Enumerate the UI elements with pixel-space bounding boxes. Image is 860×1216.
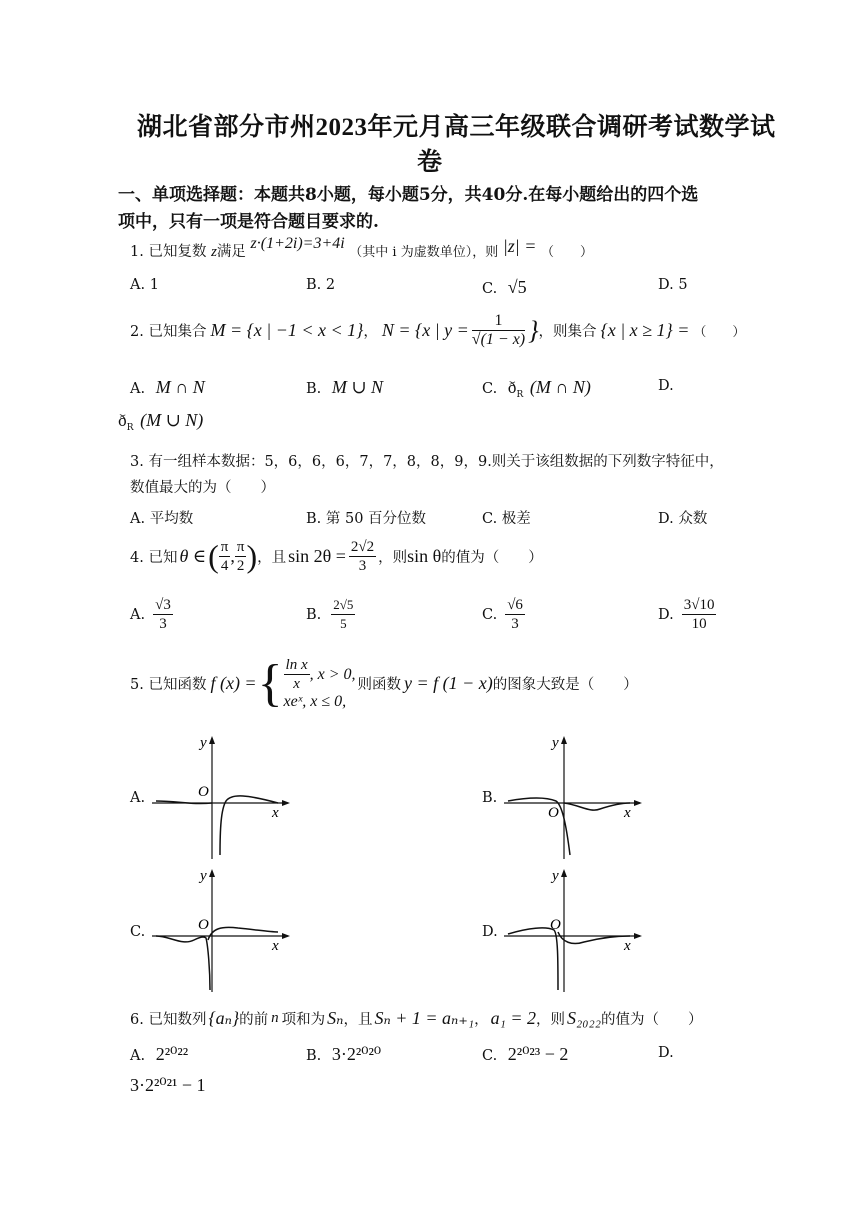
q4-option-a[interactable] [130,596,173,633]
question-5 [130,656,638,711]
question-4 [130,538,543,575]
q1-option-b[interactable]: B. 2 [306,277,336,293]
question-6 [130,1008,703,1029]
q6-sep: ， [474,1012,489,1028]
q4-tail2: 的值为（ ） [441,550,543,566]
graph-b-y-label: y [552,735,559,751]
q4-option-c[interactable] [482,596,525,633]
q6-s2022: S₂₀₂₂ [567,1008,602,1028]
q4-option-c-num: √6 [507,597,523,613]
q5-case2: xeˣ, x ≤ 0, [283,693,347,710]
q5-fx: f (x) = [210,673,257,693]
q6-option-b[interactable] [306,1044,381,1065]
q2-option-c-set: M ∩ N [535,377,585,397]
q6-mid3: ，且 [343,1012,373,1028]
graph-a-x-label: x [272,805,279,821]
q1-expr: z·(1+2i)=3+4i [250,235,345,252]
question-3-line1: 3. 有一组样本数据：5，6，6，6，7，7，8，8，9，9.则关于该组数据的下列数字特征中， [130,454,724,470]
q6-prefix: 6. 已知数列 [130,1012,207,1028]
q2-option-a-math: M ∩ N [155,377,205,397]
q2-option-d-content [118,410,203,433]
q5-case1-cond: , x > 0, [309,665,356,683]
q4-interval-left [219,538,231,575]
q4-int-den2: 2 [236,558,245,574]
q2-set-m: M = {x | −1 < x < 1} [210,320,364,340]
q1-prefix: 1. 已知复数 [130,244,207,260]
q4-option-d[interactable] [658,596,716,633]
graph-d-curve-right [558,932,630,944]
q6-n: n [271,1010,279,1026]
q5-tail2: 的图象大致是（ ） [492,677,638,693]
q4-int-num2: π [236,539,245,555]
graph-c[interactable] [148,866,298,996]
q5-y-expr: y = f (1 − x) [404,673,493,693]
q2-option-a[interactable] [130,377,205,398]
q2-option-d-complement: ð [118,414,127,430]
q4-option-c-frac [505,596,525,633]
q5-case1-frac [284,656,310,693]
q5-option-a[interactable]: A. [130,790,146,806]
q4-option-b-label: B. [306,606,322,623]
q2-prefix: 2. 已知集合 [130,324,207,340]
q1-abs: |z| = [502,236,537,256]
q6-option-c-label: C. [482,1048,498,1064]
q3-option-b[interactable]: B. 第 50 百分位数 [306,511,427,527]
section-heading-line1: 一、单项选择题：本题共8小题，每小题5分，共40分.在每小题给出的四个选 [118,185,699,205]
graph-d-origin: O [550,917,561,933]
q4-option-b-num: 2√5 [331,596,355,615]
q6-option-c-math: 2²⁰²³ − 2 [507,1044,569,1064]
q1-var: z [211,244,217,260]
graph-b[interactable] [500,733,650,863]
q6-option-c[interactable] [482,1044,568,1065]
graph-b-curve-left [508,798,570,855]
q4-option-b[interactable] [306,596,355,633]
q4-int-den1: 4 [220,558,229,574]
q4-option-b-frac [331,596,355,633]
page-title-line1: 湖北省部分市州2023年元月高三年级联合调研考试数学试 [137,114,776,141]
q5-option-b[interactable]: B. [482,790,498,806]
graph-b-x-label: x [624,805,631,821]
q6-option-a-math: 2²⁰²² [155,1044,189,1064]
q4-frac-num: 2√2 [350,539,375,555]
q5-case1-den: x [293,676,300,692]
q4-prefix: 4. 已知 [130,550,178,566]
q5-brace: { [257,654,283,712]
q6-option-a[interactable] [130,1044,188,1065]
q2-option-b-math: M ∪ N [331,377,383,397]
q5-cases [284,656,356,711]
q2-option-d-sub: R [126,422,134,433]
graph-d-y-label: y [552,868,559,884]
q2-option-c[interactable] [482,377,591,400]
graph-d-curve-left [508,928,558,990]
q2-set-q: {x | x ≥ 1} = [600,320,690,340]
q1-mid: 满足 [216,244,246,260]
q6-tail2: 的值为（ ） [601,1012,703,1028]
q2-option-c-sub: R [516,389,524,400]
q4-frac-den: 3 [358,558,367,574]
q4-interval-right [235,538,247,575]
q1-paren: （ ） [541,245,594,260]
q1-option-c-math: √5 [507,277,527,297]
q4-sin: sin θ [407,546,442,566]
q4-option-d-den: 10 [691,616,707,632]
graph-c-curve-right [208,927,278,940]
q2-option-d[interactable]: D. [658,378,674,394]
q5-option-d[interactable]: D. [482,924,498,940]
q6-mid: 的前 [239,1012,269,1028]
q4-fraction [349,538,376,575]
q3-option-c[interactable]: C. 极差 [482,511,531,527]
graph-b-curve-right [564,803,630,810]
q6-rel: Sₙ + 1 = aₙ₊₁ [374,1008,475,1028]
q2-set-n-left: N = {x | y = [381,320,469,340]
q2-sep: ， [363,324,378,340]
graph-c-origin: O [198,917,209,933]
graph-c-y-label: y [200,868,207,884]
q2-fraction [472,312,525,349]
q6-tail: ，则 [536,1012,566,1028]
q4-option-a-num: √3 [155,597,171,613]
page-title-line2: 卷 [417,149,443,176]
q4-tail: ，则 [378,550,408,566]
graph-a-origin: O [198,784,209,800]
graph-c-curve-left [156,936,210,990]
q5-option-c[interactable]: C. [130,924,146,940]
q6-option-a-label: A. [130,1048,146,1064]
q2-option-c-math: (M ∩ N) [529,377,591,397]
q4-interval-comma: , [230,546,235,566]
q4-option-a-frac [153,596,173,633]
q6-option-d-math: 3·2²⁰²¹ − 1 [130,1075,206,1095]
q6-mid2: 项和为 [281,1012,326,1028]
q1-note: （其中 i 为虚数单位），则 [349,245,499,260]
graph-a-y-label: y [200,735,207,751]
q3-option-a[interactable]: A. 平均数 [130,511,194,527]
graph-d-x-arrow [634,933,642,939]
graph-c-x-label: x [272,938,279,954]
q4-option-c-den: 3 [511,616,519,632]
q6-option-d[interactable]: D. [658,1045,674,1061]
graph-a-curve-right [220,796,278,855]
graph-a[interactable] [148,733,298,863]
q5-case1-num: ln x [285,657,308,673]
q4-option-c-label: C. [482,606,498,623]
q4-int-num1: π [220,539,229,555]
q2-option-d-math: (M ∪ N) [140,410,204,430]
graph-c-x-arrow [282,933,290,939]
q5-tail: 则函数 [357,677,402,693]
q2-frac-den: √(1 − x) [471,331,526,348]
q2-paren: （ ） [693,325,746,340]
q4-mid: ，且 [257,550,287,566]
q6-a1: a₁ = 2 [490,1008,537,1028]
q4-sin2: sin 2θ = [288,546,346,566]
question-1 [130,235,594,261]
q2-option-c-complement: ð [507,381,517,397]
q2-option-b[interactable] [306,377,383,398]
q1-option-c-label: C. [482,281,498,297]
graph-d-x-label: x [624,938,631,954]
graph-b-x-arrow [634,800,642,806]
q4-option-d-num: 3√10 [683,597,715,613]
question-2 [130,312,745,349]
q2-frac-num: 1 [472,312,525,331]
section-heading-line2: 项中，只有一项是符合题目要求的. [118,212,379,232]
q1-option-c[interactable] [482,277,527,298]
q6-option-b-label: B. [306,1048,322,1064]
graph-a-x-arrow [282,800,290,806]
q4-option-a-label: A. [130,606,146,623]
q6-sn: Sₙ [327,1008,344,1028]
graph-b-y-arrow [561,736,567,744]
q2-tail: ，则集合 [538,324,597,340]
q4-theta-in: θ ∈ [179,546,207,566]
q2-option-a-label: A. [130,381,146,397]
graph-b-origin: O [548,805,559,821]
q1-option-d[interactable]: D. 5 [658,277,688,293]
q6-option-b-math: 3·2²⁰²⁰ [331,1044,382,1064]
q2-option-b-label: B. [306,381,322,397]
q1-option-a[interactable]: A. 1 [130,277,159,293]
q6-seq: {aₙ} [208,1008,240,1028]
graph-d[interactable] [500,866,650,996]
q4-option-a-den: 3 [159,616,167,632]
graph-d-y-arrow [561,869,567,877]
question-3-line2: 数值最大的为（ ） [130,480,275,496]
q5-prefix: 5. 已知函数 [130,677,207,693]
q4-option-b-den: 5 [340,616,347,631]
q4-interval-close: ) [246,538,258,574]
q4-interval-open: ( [208,538,219,574]
q3-option-d[interactable]: D. 众数 [658,511,708,527]
q2-option-c-label: C. [482,381,498,397]
q4-option-d-frac [682,596,717,633]
graph-a-y-arrow [209,736,215,744]
q4-option-d-label: D. [658,606,674,623]
graph-c-y-arrow [209,869,215,877]
q2-set-n-right: } [528,315,539,345]
